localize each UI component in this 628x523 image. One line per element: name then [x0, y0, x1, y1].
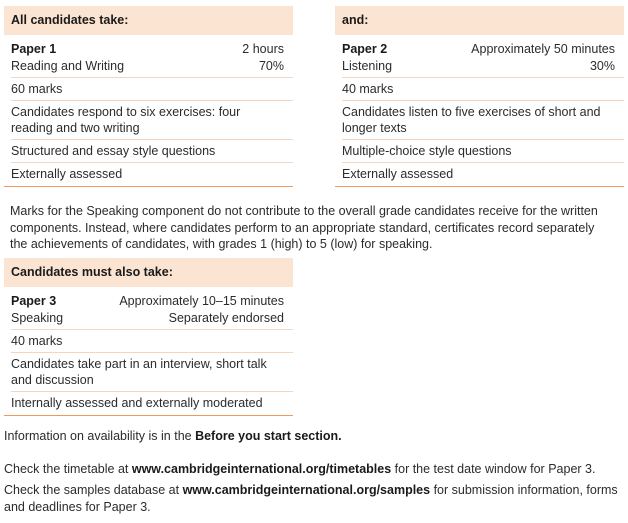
paper1-title: Paper 1	[11, 42, 57, 56]
paper2-item: Externally assessed	[342, 167, 454, 181]
paper1-weight: 70%	[258, 59, 284, 73]
paper3-title: Paper 3	[11, 294, 57, 308]
paper1-bottom-rule	[4, 186, 293, 187]
paper1-duration: 2 hours	[242, 42, 284, 56]
paper1-item: 60 marks	[11, 82, 63, 96]
paper3-item: Candidates take part in an interview, short talk and discussion	[11, 357, 267, 387]
paper1-item: Candidates respond to six exercises: four reading and two writing	[11, 105, 241, 135]
paper2-weight: 30%	[589, 59, 615, 73]
paper3-item: Internally assessed and externally moderated	[11, 396, 263, 410]
samples-note: Check the samples database at www.cambridgeinternational.org/samples for submission information, forms and deadlines for Paper 3.	[4, 483, 618, 514]
paper2-duration: Approximately 50 minutes	[471, 42, 615, 56]
paper3-box	[4, 258, 293, 416]
timetables-link[interactable]: www.cambridgeinternational.org/timetables	[131, 462, 392, 476]
samples-link[interactable]: www.cambridgeinternational.org/samples	[182, 483, 431, 497]
availability-note: Information on availability is in the Before you start section.	[4, 429, 342, 443]
paper3-box-body	[4, 293, 293, 412]
paper2-item: Candidates listen to five exercises of short and longer texts	[342, 105, 601, 135]
paper1-item: Externally assessed	[11, 167, 123, 181]
paper2-box-header: and:	[335, 6, 624, 35]
paper2-box	[335, 6, 624, 187]
paper1-box-header: All candidates take:	[4, 6, 293, 35]
speaking-note: Marks for the Speaking component do not contribute to the overall grade candidates receive for the written components. Instead, where candidates perform to an appropriate standard, certificates record separately the achievements of candidates, with grades 1 (high) to 5 (low) for speaking.	[10, 204, 598, 251]
before-you-start-reference: Before you start section.	[195, 429, 342, 443]
paper2-title: Paper 2	[342, 42, 388, 56]
paper3-weight: Separately endorsed	[168, 311, 284, 325]
paper3-subtitle: Speaking	[11, 311, 64, 325]
paper1-item: Structured and essay style questions	[11, 144, 216, 158]
timetable-note: Check the timetable at www.cambridgeinternational.org/timetables for the test date window for Paper 3.	[4, 462, 596, 476]
paper2-item: Multiple-choice style questions	[342, 144, 512, 158]
paper2-subtitle: Listening	[342, 59, 393, 73]
paper3-duration: Approximately 10–15 minutes	[119, 294, 284, 308]
paper1-subtitle: Reading and Writing	[11, 59, 125, 73]
paper2-bottom-rule	[335, 186, 624, 187]
paper2-item: 40 marks	[342, 82, 394, 96]
paper3-box-header: Candidates must also take:	[4, 258, 293, 287]
paper3-bottom-rule	[4, 415, 293, 416]
paper1-box	[4, 6, 293, 187]
paper2-box-body	[335, 41, 624, 183]
paper1-box-body	[4, 41, 293, 183]
paper3-item: 40 marks	[11, 334, 63, 348]
